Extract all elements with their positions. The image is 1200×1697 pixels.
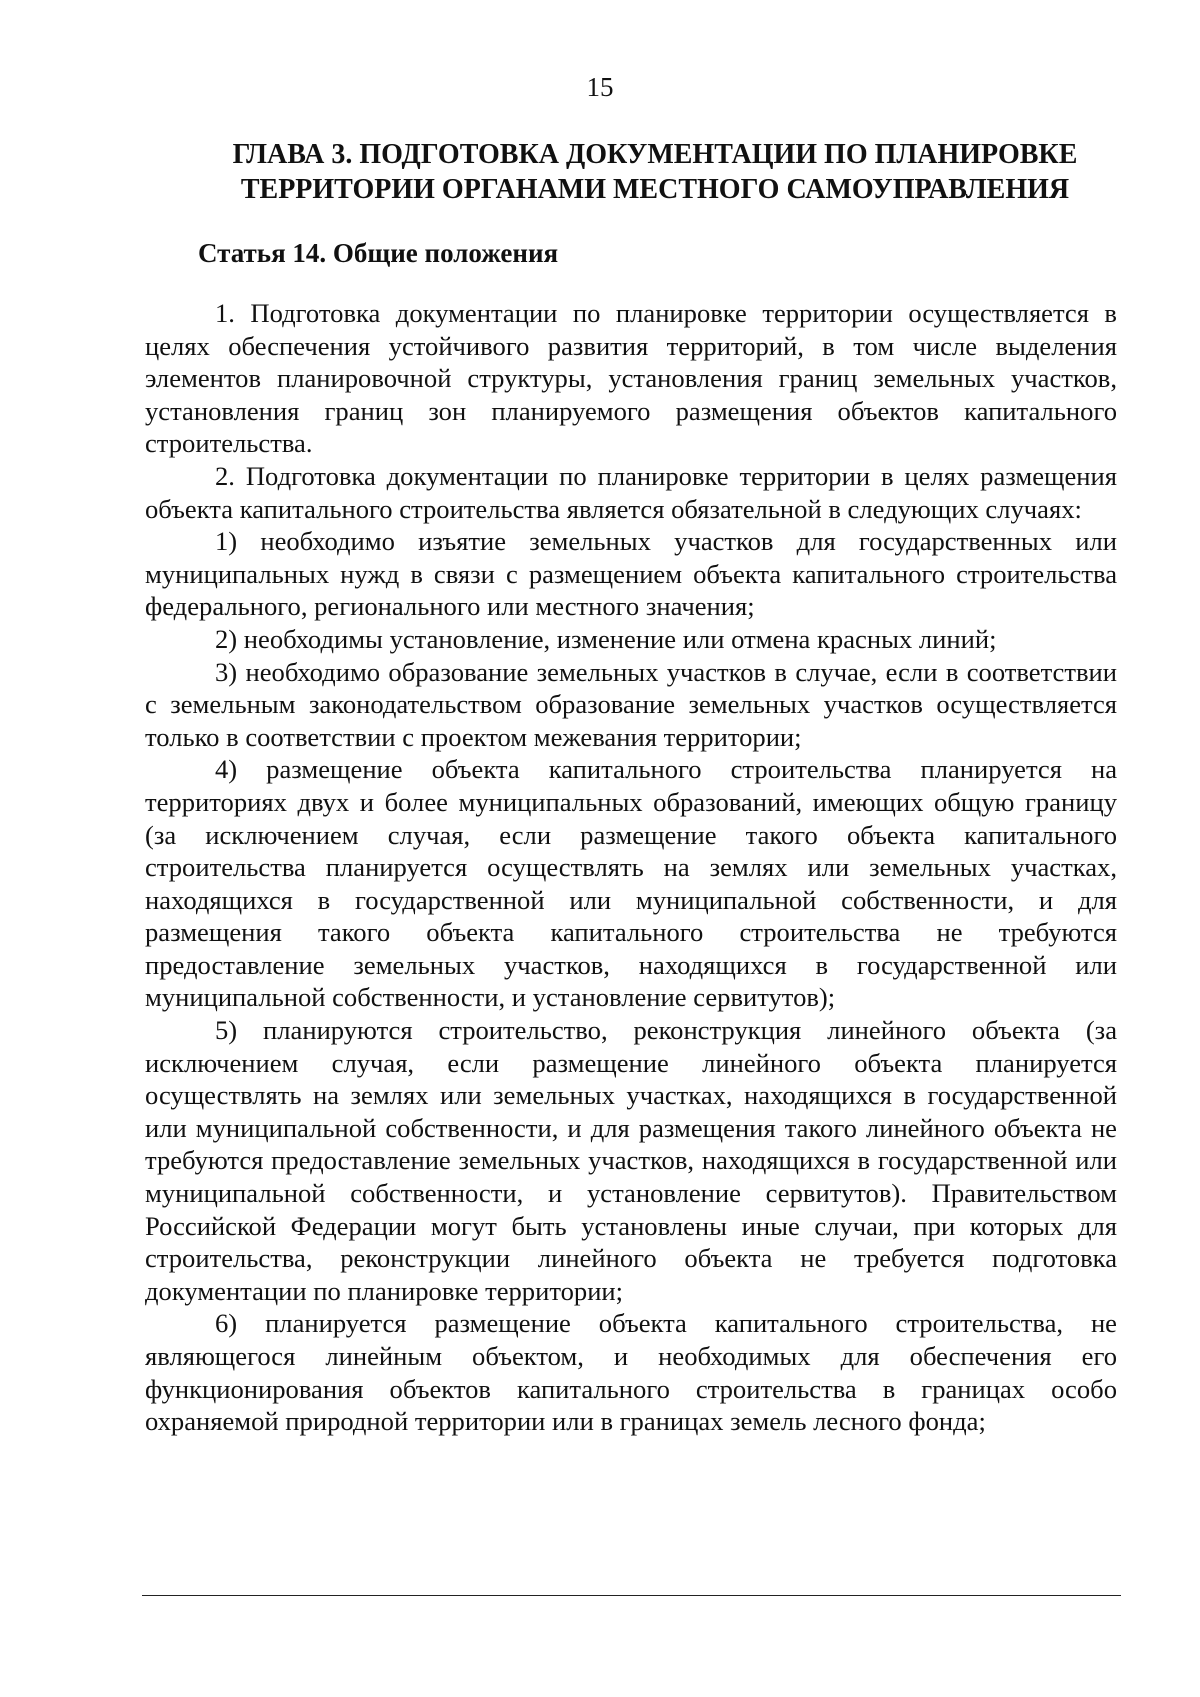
paragraph-2: 2. Подготовка документации по планировке территории в целях размещения объекта капитального строительства является обязательной в следующих случаях: (145, 460, 1117, 524)
list-item-4: 4) размещение объекта капитального строительства планируется на территориях двух и более муниципальных образований, имеющих общую границу (за исключением случая, если размещение такого объекта капитального строительства планируется осуществлять на землях или земельных участках, находящихся в государственной или муниципальной собственности, и для размещения такого объекта капитального строительства не требуются предоставление земельных участков, находящихся в государственной или муниципальной собственности, и установление сервитутов); (145, 754, 1117, 1013)
list-item-1: 1) необходимо изъятие земельных участков для государственных или муниципальных нужд в связи с размещением объекта капитального строительства федерального, регионального или местного значения; (145, 526, 1117, 622)
chapter-title (205, 137, 1105, 207)
list-item-6: 6) планируется размещение объекта капитального строительства, не являющегося линейным объектом, и необходимых для обеспечения его функционирования объектов капитального строительства в границах особо охраняемой природной территории или в границах земель лесного фонда; (145, 1308, 1117, 1437)
article-body (145, 297, 1117, 1438)
footer-divider (142, 1595, 1121, 1596)
article-title: Статья 14. Общие положения (198, 238, 559, 268)
list-item-5: 5) планируются строительство, реконструкция линейного объекта (за исключением случая, если размещение линейного объекта планируется осуществлять на землях или земельных участках, находящихся в государственной или муниципальной собственности, и для размещения такого линейного объекта не требуются предоставление земельных участков, находящихся в государственной или муниципальной собственности, и установление сервитутов). Правительством Российской Федерации могут быть установлены иные случаи, при которых для строительства, реконструкции линейного объекта не требуется подготовка документации по планировке территории; (145, 1015, 1117, 1306)
list-item-2: 2) необходимы установление, изменение или отмена красных линий; (215, 623, 997, 654)
page-number: 15 (586, 72, 614, 102)
list-item-3: 3) необходимо образование земельных участков в случае, если в соответствии с земельным законодательством образование земельных участков осуществляется только в соответствии с проектом межевания территории; (145, 656, 1117, 752)
chapter-title-line-2: ТЕРРИТОРИИ ОРГАНАМИ МЕСТНОГО САМОУПРАВЛЕНИЯ (240, 174, 1070, 205)
chapter-title-line-1: ГЛАВА 3. ПОДГОТОВКА ДОКУМЕНТАЦИИ ПО ПЛАНИРОВКЕ (232, 139, 1078, 170)
paragraph-1: 1. Подготовка документации по планировке территории осуществляется в целях обеспечения устойчивого развития территорий, в том числе выделения элементов планировочной структуры, установления границ земельных участков, установления границ зон планируемого размещения объектов капитального строительства. (145, 298, 1117, 459)
